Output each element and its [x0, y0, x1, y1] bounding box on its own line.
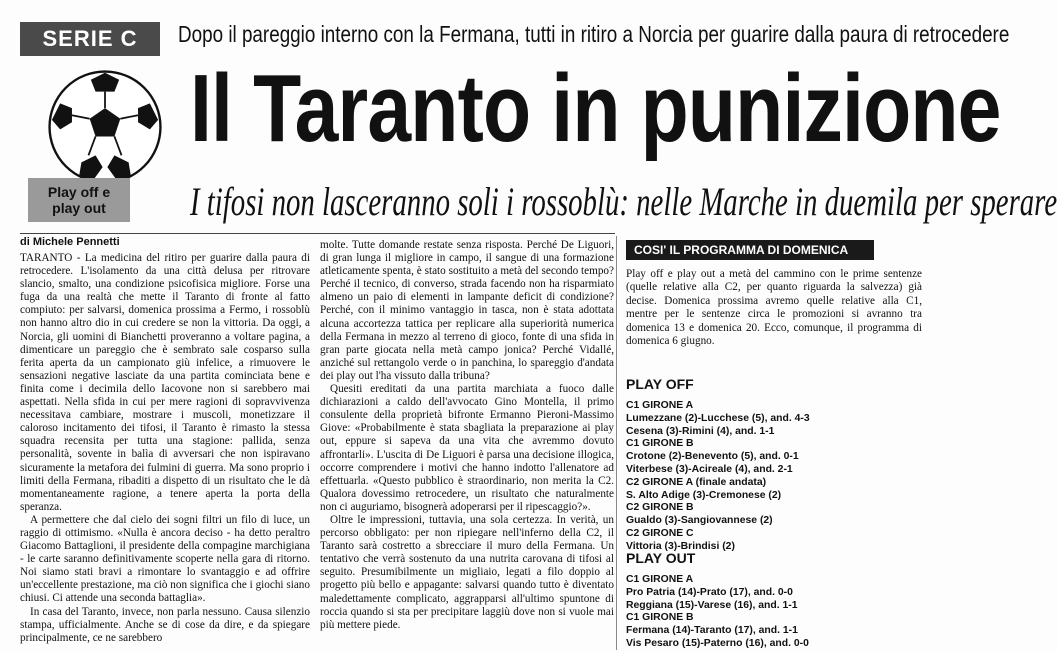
playout-title: PLAY OUT — [626, 550, 696, 566]
paragraph: Quesiti ereditati da una partita marchiata a fuoco dalle dichiarazioni a caldo dell'avvocato Gino Montella, il primo consulente della proprietà bifronte Ermanno Pieroni-Massimo Giove: «Probabilmente è stata sbagliata la preparazione ai play out, eppure si sapeva da una vita che avremmo dovuto affrontarli». L'uscita di De Liguori è parsa una decisione illogica, occorre comprendere i motivi che hanno indotto l'allenatore ad effettuarla. «Questo pubblico è straordinario, non merita la C2. Qualora dovessimo retrocedere, un risultato che naturalmente non ci auguriamo, bisognerà adoperarsi per il ripescaggio?». — [320, 383, 614, 513]
header-rule — [20, 233, 615, 234]
column-divider — [616, 236, 617, 650]
subheadline: I tifosi non lasceranno soli i rossoblù: nelle Marche in duemila per sperare — [190, 179, 1057, 224]
list-item: Fermana (14)-Taranto (17), and. 1-1 — [626, 625, 798, 637]
paragraph: TARANTO - La medicina del ritiro per guarire dalla paura di retrocedere. L'isolamento da una città delusa per ritrovare slancio, smalto, una condizione psicofisica migliore. Forse una fuga da una realtà che mette il Taranto di fronte al fatto compiuto: per salvarsi, domenica prossima a Fermo, i rossoblù non hanno altro dio in cui credere se non la vittoria. Da oggi, a Norcia, gli uomini di Bianchetti proveranno a voltare pagina, a dimenticare un pareggio che è sembrato sale cosparso sulla ferita aperta da un campionato giù infelice, a rimuovere le sensazioni negative lasciate da una partita cominciata bene e finita come i decimila dello Iacovone non si sarebbero mai aspettati. Nella sfida in cui per mere ragioni di sopravvivenza necessitava cambiare, mostrare i muscoli, monetizzare il caloroso incitamento dei tifosi, il Taranto è rimasto la stessa squadra recensita per tutta una stagione: pallida, senza personalità, sovente in balìa di avversari che non ispiravano sicuramente la metafora dei fulmini di guerra. Ma sono proprio i limiti della Fermana, ribaditi a dispetto di un risultato che le dà momentaneamente ragione, a tenere aperta la porta della speranza. — [20, 252, 310, 513]
playoff-title: PLAY OFF — [626, 376, 694, 392]
list-item: Lumezzane (2)-Lucchese (5), and. 4-3 — [626, 412, 810, 424]
list-item: S. Alto Adige (3)-Cremonese (2) — [626, 489, 782, 501]
list-item: Vis Pesaro (15)-Paterno (16), and. 0-0 — [626, 637, 809, 649]
paragraph: molte. Tutte domande restate senza risposta. Perché De Liguori, di gran lunga il migliore in campo, il sangue di una formazione atleticamente spenta, è stato sostituito a metà del secondo tempo? Perché il tecnico, di converso, strada facendo non ha risparmiato almeno un paio di elementi in lampante deficit di condizione? Perché, con il minimo vantaggio in tasca, non è stata adottata alcuna accortezza tattica per replicare alla superiorità numerica della Fermana in mezzo al terreno di gioco, fonte di una sfida in gran parte giocata nella metà campo jonica? Perché Vidallé, anziché sul rettangolo verde o in panchina, lo spareggio d'andata dei play out l'ha vissuto dalla tribuna? — [320, 239, 614, 382]
headline: Il Taranto in punizione — [190, 55, 1001, 162]
list-item: Vittoria (3)-Brindisi (2) — [626, 540, 735, 552]
article-column-2 — [320, 239, 614, 649]
list-item: Cesena (3)-Rimini (4), and. 1-1 — [626, 425, 775, 437]
paragraph: Oltre le impressioni, tuttavia, una sola certezza. In verità, un percorso obbligato: per non ripiegare nell'inferno della C2, il Taranto sarà costretto a sbrecciare il muro della Fermana. Un tentativo che verrà sostenuto da una nutrita carovana di tifosi al seguito. Presumibilmente un migliaio, legati a filo doppio al progetto più bello e appagante: salvarsi quando tutto è diventato maledettamente complicato, aggrapparsi all'ultimo spuntone di roccia quando si sta per precipitare laggiù dove non si vuole mai più mettere piede. — [320, 513, 614, 631]
sidebar-banner: COSI' IL PROGRAMMA DI DOMENICA — [626, 240, 874, 260]
list-item: C1 GIRONE B — [626, 438, 694, 450]
list-item: C2 GIRONE A (finale andata) — [626, 476, 767, 488]
list-item: C2 GIRONE C — [626, 527, 694, 539]
paragraph: In casa del Taranto, invece, non parla nessuno. Causa silenzio stampa, ufficialmente. Anche se di cose da dire, e da spiegare principalmente, ce ne sarebbero — [20, 605, 310, 644]
section-kicker: SERIE C — [20, 22, 160, 56]
byline: di Michele Pennetti — [20, 236, 120, 248]
playout-list — [626, 574, 926, 651]
playoff-list — [626, 400, 926, 554]
list-item: Crotone (2)-Benevento (5), and. 0-1 — [626, 451, 799, 463]
soccer-ball-icon — [46, 68, 164, 186]
paragraph: A permettere che dal cielo dei sogni filtri un filo di luce, un raggio di ottimismo. «Nulla è ancora deciso - ha detto peraltro Giacomo Battaglioni, il presidente della compagine marchigiana - le carte saranno definitivamente scoperte nella gara di ritorno. Noi siamo stati bravi a rimontare lo svantaggio e ad offrire un'eccellente prestazione, ma ciò non significa che i giochi siano chiusi. Ci attende una seconda battaglia». — [20, 513, 310, 605]
article-column-1 — [20, 252, 310, 648]
section-tag: Play off e play out — [28, 178, 130, 222]
list-item: Pro Patria (14)-Prato (17), and. 0-0 — [626, 586, 793, 598]
kicker-subtitle: Dopo il pareggio interno con la Fermana, tutti in ritiro a Norcia per guarire dalla paura di retrocedere — [178, 21, 1010, 47]
list-item: C1 GIRONE A — [626, 574, 694, 585]
list-item: Gualdo (3)-Sangiovannese (2) — [626, 515, 773, 527]
list-item: C2 GIRONE B — [626, 502, 694, 514]
list-item: Viterbese (3)-Acireale (4), and. 2-1 — [626, 463, 793, 475]
sidebar-intro: Play off e play out a metà del cammino con le prime sentenze (quelle relative alla C2, per quanto riguarda la salvezza) già decise. Domenica prossima avremo quelle relative alla C1, mentre per le sentenze circa le promozioni si avranno tra domenica 13 e domenica 20. Ecco, comunque, il programma di domenica 6 giugno. — [626, 268, 922, 348]
list-item: C1 GIRONE B — [626, 612, 694, 624]
list-item: Reggiana (15)-Varese (16), and. 1-1 — [626, 599, 798, 611]
list-item: C1 GIRONE A — [626, 400, 694, 411]
